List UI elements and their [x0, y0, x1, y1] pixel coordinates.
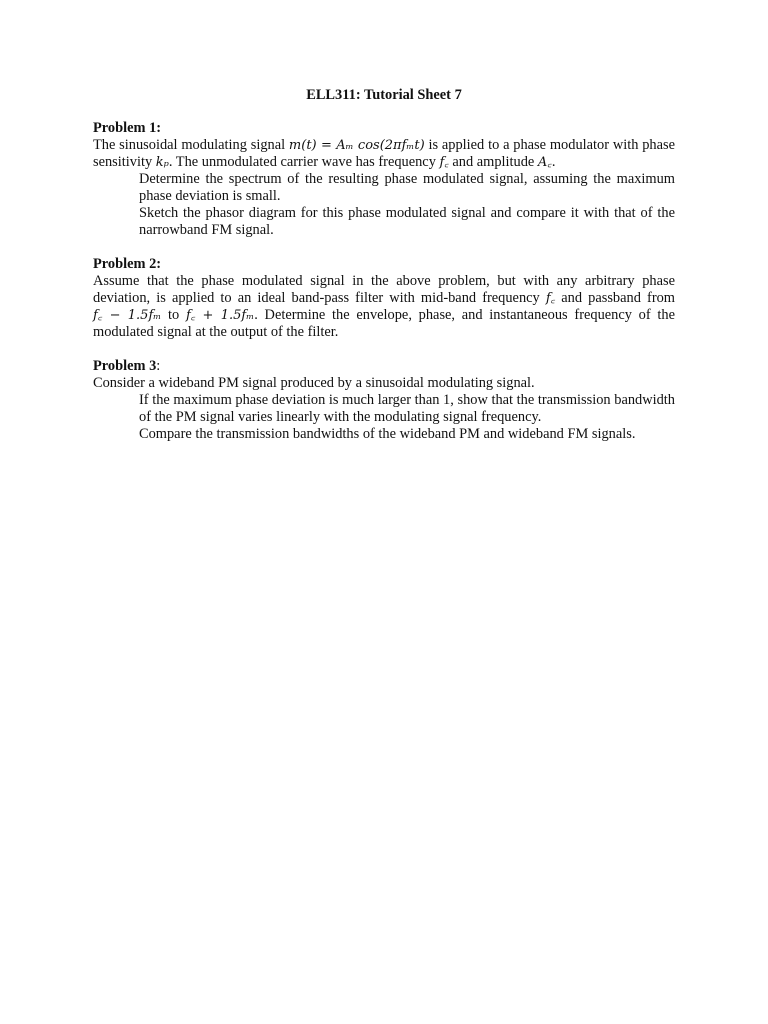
- text-segment: . The unmodulated carrier wave has frequency: [168, 154, 440, 170]
- text-segment: .: [551, 154, 556, 170]
- problem-heading-text: Problem 1: [93, 120, 157, 136]
- problem-paragraph: [93, 137, 675, 171]
- text-segment: to: [161, 307, 186, 323]
- problem-subitem: Sketch the phasor diagram for this phase modulated signal and compare it with that of the narrowband FM signal.: [139, 205, 675, 238]
- problem-2: [93, 256, 675, 341]
- text-segment: Assume that the phase modulated signal in the above problem, but with any arbitrary phase deviation, is applied to an ideal band-pass filter with mid-band frequency: [93, 273, 675, 306]
- math-expression: f꜀ + 1.5fₘ: [185, 308, 255, 323]
- math-expression: f꜀: [545, 291, 556, 306]
- problems-list: [93, 120, 675, 443]
- math-expression: m(t) = Aₘ cos(2πfₘt): [288, 138, 425, 153]
- problem-heading-suffix: :: [156, 256, 162, 272]
- problem-subitem: Determine the spectrum of the resulting phase modulated signal, assuming the maximum phase deviation is small.: [139, 171, 675, 204]
- problem-heading-suffix: :: [156, 120, 162, 136]
- problem-subitem: If the maximum phase deviation is much larger than 1, show that the transmission bandwidth of the PM signal varies linearly with the modulating signal frequency.: [139, 392, 675, 425]
- math-expression: f꜀ − 1.5fₘ: [93, 308, 162, 323]
- problem-paragraph: [93, 273, 675, 341]
- problem-heading: [93, 120, 675, 137]
- problem-paragraph: [93, 375, 675, 392]
- math-expression: kₚ: [155, 155, 169, 170]
- text-segment: and passband from: [555, 290, 675, 306]
- problem-heading-text: Problem 2: [93, 256, 157, 272]
- text-segment: and amplitude: [448, 154, 538, 170]
- problem-heading-suffix: :: [156, 358, 161, 374]
- math-expression: A꜀: [537, 155, 552, 170]
- problem-heading-text: Problem 3: [93, 358, 157, 374]
- text-segment: is applied to a phase modulator with phase sensitivity: [93, 137, 675, 170]
- text-segment: The sinusoidal modulating signal: [93, 137, 289, 153]
- text-segment: . Determine the envelope, phase, and instantaneous frequency of the modulated signal at the output of the filter.: [93, 307, 675, 340]
- text-segment: Consider a wideband PM signal produced by a sinusoidal modulating signal.: [93, 375, 535, 391]
- problem-heading: [93, 256, 675, 273]
- document-page: [93, 87, 675, 460]
- problem-1: [93, 120, 675, 239]
- math-expression: f꜀: [439, 155, 449, 170]
- problem-subitem: Compare the transmission bandwidths of the wideband PM and wideband FM signals.: [139, 426, 636, 442]
- problem-3: [93, 358, 675, 443]
- page-title: ELL311: Tutorial Sheet 7: [306, 87, 462, 103]
- problem-heading: [93, 358, 675, 375]
